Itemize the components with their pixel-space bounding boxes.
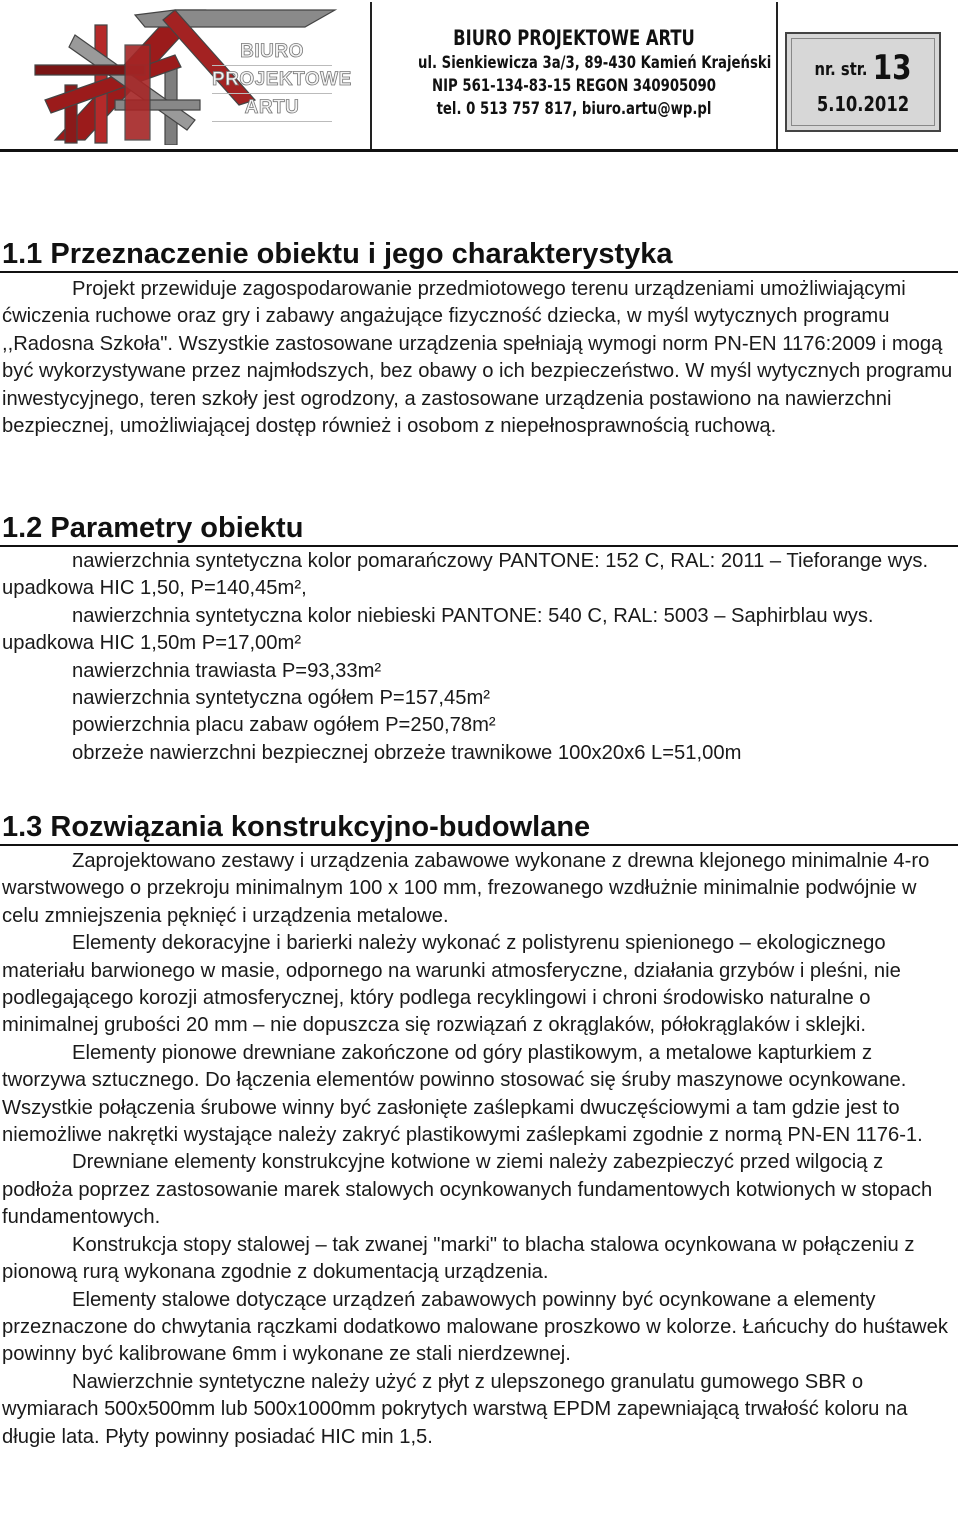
document-date: 5.10.2012	[816, 92, 910, 116]
logo-word-2: PROJEKTOWE	[212, 66, 332, 94]
section-1-3-paragraph: Nawierzchnie syntetyczne należy użyć z płyt z ulepszonego granulatu gumowego SBR o wymiarach 500x500mm lub 500x1000mm pokrytych warstwą EPDM zapewniającą trwałość koloru na długie lata. Płyty powinny posiadać HIC min 1,5.	[2, 1370, 908, 1448]
list-item	[2, 712, 957, 739]
page-number-line	[801, 48, 926, 88]
page-header	[0, 0, 960, 155]
page-number-box	[785, 32, 941, 132]
list-item	[2, 658, 957, 685]
section-1-1-heading: 1.1 Przeznaczenie obiektu i jego charakterystyka	[2, 238, 673, 270]
page-number: 13	[872, 48, 912, 88]
page-label: nr. str.	[814, 59, 868, 80]
company-contact: tel. 0 513 757 817, biuro.artu@wp.pl	[436, 99, 712, 119]
list-item	[2, 548, 957, 603]
logo-word-3: ARTU	[212, 94, 332, 122]
section-1-2-heading: 1.2 Parametry obiektu	[2, 512, 304, 544]
section-1-3-text	[2, 848, 957, 1451]
list-item	[2, 685, 957, 712]
list-item-text: powierzchnia placu zabaw ogółem P=250,78m²	[72, 714, 496, 737]
list-item-text: nawierzchnia trawiasta P=93,33m²	[72, 659, 382, 682]
logo-wordmark	[212, 38, 352, 122]
section-1-3-heading: 1.3 Rozwiązania konstrukcyjno-budowlane	[2, 811, 591, 843]
list-item-text: nawierzchnia syntetyczna ogółem P=157,45m²	[72, 687, 490, 710]
section-1-3-paragraph: Drewniane elementy konstrukcyjne kotwione w ziemi należy zabezpieczyć przed wilgocią z podłoża poprzez zastosowanie marek stalowych ocynkowanych fundamentowych kotwionych w stopach fundamentowych.	[2, 1151, 933, 1229]
header-divider-right	[776, 2, 778, 150]
section-1-2-rule	[0, 545, 958, 547]
section-1-1-rule	[0, 271, 958, 273]
list-item-text: nawierzchnia syntetyczna kolor pomarańczowy PANTONE: 152 C, RAL: 2011 – Tieforange wys. upadkowa HIC 1,50, P=140,45m²,	[2, 550, 929, 600]
list-item-text: nawierzchnia syntetyczna kolor niebieski PANTONE: 540 C, RAL: 5003 – Saphirblau wys. upadkowa HIC 1,50m P=17,00m²	[2, 604, 874, 655]
company-name: BIURO PROJEKTOWE ARTU	[453, 26, 695, 50]
logo-word-1: BIURO	[212, 38, 332, 66]
section-1-1-text	[2, 276, 957, 440]
list-item	[2, 603, 957, 658]
section-1-3-paragraph: Zaprojektowano zestawy i urządzenia zabawowe wykonane z drewna klejonego minimalnie 4-ro warstwowego o przekroju minimalnym 100 x 100 mm, frezowanego wzdłużnie minimalnie podwójnie w celu zmniejszenia pęknięć i urządzenia metalowe.	[2, 850, 930, 927]
company-address: ul. Sienkiewicza 3a/3, 89-430 Kamień Krajeński	[418, 53, 772, 73]
section-1-1-paragraph: Projekt przewiduje zagospodarowanie przedmiotowego terenu urządzeniami umożliwiającymi ćwiczenia ruchowe oraz gry i zabawy angażujące fizyczność dziecka, w myśl wytycznych programu ,,Radosna Szkoła". Wszystkie zastosowane urządzenia spełniają wymogi norm PN-EN 1176:2009 i mogą być wykorzystywane przez najmłodszych, bez obawy o ich bezpieczeństwo. W myśl wytycznych programu inwestycyjnego, teren szkoły jest ogrodzony, a zastosowane urządzenia postawiono na nawierzchni bezpiecznej, umożliwiającej dostęp również i osobom z niepełnosprawnością ruchową.	[2, 278, 953, 438]
list-item	[2, 740, 957, 767]
list-item-text: obrzeże nawierzchni bezpiecznej obrzeże trawnikowe 100x20x6 L=51,00m	[72, 741, 742, 764]
section-1-3-paragraph: Konstrukcja stopy stalowej – tak zwanej "marki" to blacha stalowa ocynkowana w połączeniu z pionową rurą wykonana zgodnie z dokumentacją urządzenia.	[2, 1233, 915, 1284]
section-1-3-paragraph: Elementy dekoracyjne i barierki należy wykonać z polistyrenu spienionego – ekologicznego materiału barwionego w masie, odpornego na warunki atmosferyczne, działania grzybów i pleśni, nie podlegającego korozji atmosferycznej, który podlega recyklingowi i chroni środowisko naturalne o minimalnej grubości 20 mm – nie dopuszcza się rozwiązań z okrąglaków, półokrąglaków i sklejki.	[2, 932, 901, 1037]
header-divider-left	[370, 2, 372, 150]
company-info	[374, 24, 774, 121]
section-1-3-paragraph: Elementy pionowe drewniane zakończone od góry plastikowym, a metalowe kapturkiem z tworzywa sztucznego. Do łączenia elementów powinno stosować się śruby maszynowe ocynkowane. Wszystkie połączenia śrubowe winny być zasłonięte zaślepkami dwuczęściowymi a tam gdzie jest to niemożliwe nakrętki wystające należy zakryć plastikowymi zaślepkami zgodnie z normą PN-EN 1176-1.	[2, 1041, 923, 1147]
section-1-3-rule	[0, 844, 958, 846]
header-rule	[0, 149, 958, 152]
company-ids: NIP 561-134-83-15 REGON 340905090	[432, 76, 716, 96]
parameters-list	[2, 548, 957, 767]
section-1-3-paragraph: Elementy stalowe dotyczące urządzeń zabawowych powinny być ocynkowane a elementy przeznaczone do chwytania rączkami dodatkowo malowane proszkowo w kolorze. Łańcuchy do huśtawek powinny być kalibrowane 6mm i wykonane ze stali nierdzewnej.	[2, 1288, 948, 1366]
